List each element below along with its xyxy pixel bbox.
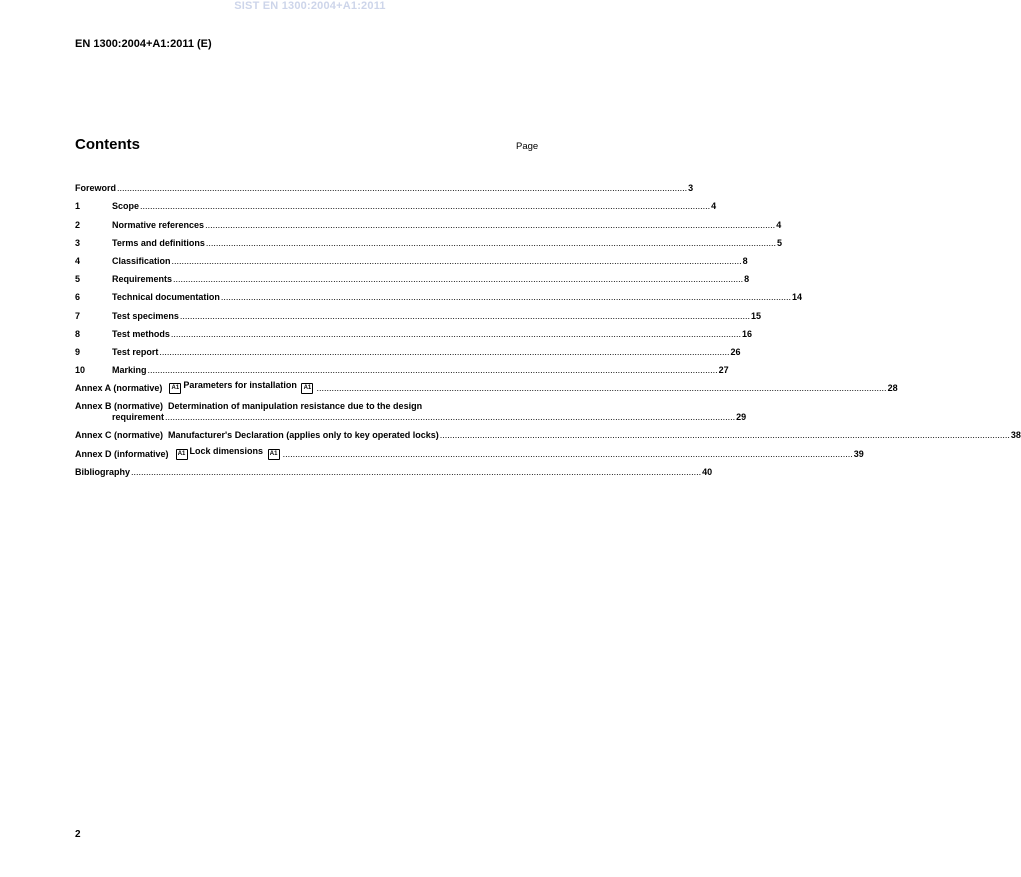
toc-entry-title-group [162, 380, 315, 394]
amendment-start-icon: A1 [169, 383, 181, 394]
toc-leader-dots [205, 220, 775, 231]
toc-leader-dots [148, 365, 718, 376]
toc-entry-foreword[interactable] [75, 176, 694, 194]
toc-leader-dots [316, 383, 886, 394]
toc-entry-title-group [169, 446, 282, 460]
toc-entry-page: 40 [702, 466, 713, 477]
toc-entry-page: 4 [776, 219, 782, 230]
contents-title: Contents [75, 136, 140, 153]
toc-entry-title-group [163, 430, 439, 441]
toc-entry-annex-d[interactable] [75, 441, 864, 459]
toc-entry-requirements[interactable] [75, 267, 750, 285]
toc-entry-title: Normative references [112, 219, 205, 230]
toc-entry-title: Determination of manipulation resistance due to the design [168, 401, 423, 412]
toc-leader-dots [131, 467, 701, 478]
toc-entry-test-methods[interactable] [75, 322, 752, 340]
toc-leader-dots [440, 430, 1010, 441]
toc-entry-title: Bibliography [75, 466, 131, 477]
toc-entry-page: 8 [744, 274, 750, 285]
toc-entry-page: 15 [751, 310, 762, 321]
table-of-contents [75, 176, 1021, 478]
amendment-start-icon: A1 [176, 449, 188, 460]
toc-entry-number: 5 [75, 274, 81, 285]
toc-entry-annex-label: Annex A (normative) [75, 383, 163, 394]
toc-entry-number: 4 [75, 255, 81, 266]
toc-entry-page: 26 [730, 346, 741, 357]
page-column-label: Page [516, 141, 539, 152]
toc-entry-marking[interactable] [75, 358, 729, 376]
toc-entry-title-continued: requirement [112, 412, 165, 423]
toc-entry-number: 8 [75, 328, 81, 339]
toc-entry-annex-c[interactable] [75, 423, 1021, 441]
toc-entry-page: 16 [741, 328, 752, 339]
toc-entry-number: 2 [75, 219, 81, 230]
toc-entry-number: 3 [75, 237, 81, 248]
toc-leader-dots [180, 311, 750, 322]
toc-entry-bibliography[interactable] [75, 460, 713, 478]
toc-entry-page: 14 [791, 292, 802, 303]
document-id: EN 1300:2004+A1:2011 (E) [75, 38, 212, 50]
toc-entry-title: Technical documentation [112, 292, 220, 303]
toc-entry-annex-label: Annex C (normative) [75, 430, 164, 441]
toc-entry-number: 1 [75, 201, 81, 212]
toc-leader-dots [171, 329, 741, 340]
toc-leader-dots [206, 238, 776, 249]
toc-leader-dots [140, 201, 710, 212]
toc-entry-title: Test specimens [112, 310, 179, 321]
toc-entry-page: 3 [688, 183, 694, 194]
toc-entry-title: Manufacturer's Declaration (applies only to key operated locks) [168, 430, 439, 441]
toc-leader-dots [173, 274, 743, 285]
toc-entry-page: 27 [718, 365, 729, 376]
toc-entry-annex-a[interactable] [75, 376, 898, 394]
toc-entry-normative-references[interactable] [75, 212, 782, 230]
toc-entry-line2 [75, 412, 746, 423]
amendment-end-icon: A1 [268, 449, 280, 460]
toc-entry-number: 6 [75, 292, 81, 303]
toc-entry-page: 8 [742, 255, 748, 266]
toc-leader-dots [283, 449, 853, 460]
toc-leader-dots [221, 292, 791, 303]
toc-entry-page: 4 [711, 201, 717, 212]
toc-entry-title: Classification [112, 255, 171, 266]
toc-entry-page: 39 [853, 448, 864, 459]
toc-entry-title: Test report [112, 346, 159, 357]
toc-entry-classification[interactable] [75, 249, 748, 267]
toc-entry-annex-label: Annex B (normative) [75, 401, 164, 412]
toc-entry-technical-documentation[interactable] [75, 285, 802, 303]
toc-entry-number: 7 [75, 310, 81, 321]
toc-entry-number: 10 [75, 365, 86, 376]
toc-entry-title: Marking [112, 365, 147, 376]
toc-entry-title: Requirements [112, 274, 173, 285]
amendment-end-icon: A1 [301, 383, 313, 394]
toc-entry-title: Lock dimensions [189, 445, 264, 456]
toc-entry-scope[interactable] [75, 194, 717, 212]
toc-entry-annex-b[interactable] [75, 394, 747, 423]
toc-entry-title: Foreword [75, 183, 117, 194]
toc-entry-number: 9 [75, 346, 81, 357]
toc-entry-wrap [75, 401, 746, 423]
toc-leader-dots [159, 347, 729, 358]
toc-leader-dots [165, 412, 735, 423]
toc-entry-test-specimens[interactable] [75, 303, 762, 321]
watermark: SIST EN 1300:2004+A1:2011 [234, 0, 386, 12]
toc-leader-dots [117, 183, 687, 194]
toc-entry-page: 5 [776, 237, 782, 248]
toc-entry-test-report[interactable] [75, 340, 741, 358]
toc-entry-line1 [75, 401, 746, 412]
toc-entry-page: 29 [736, 412, 747, 423]
toc-entry-annex-label: Annex D (informative) [75, 448, 169, 459]
toc-entry-page: 38 [1010, 430, 1021, 441]
page-number: 2 [75, 829, 81, 840]
toc-entry-page: 28 [887, 383, 898, 394]
toc-entry-title: Terms and definitions [112, 237, 205, 248]
toc-entry-title: Test methods [112, 328, 170, 339]
toc-entry-terms-and-definitions[interactable] [75, 231, 782, 249]
toc-leader-dots [172, 256, 742, 267]
toc-entry-title: Parameters for installation [183, 380, 297, 391]
toc-entry-title: Scope [112, 201, 140, 212]
